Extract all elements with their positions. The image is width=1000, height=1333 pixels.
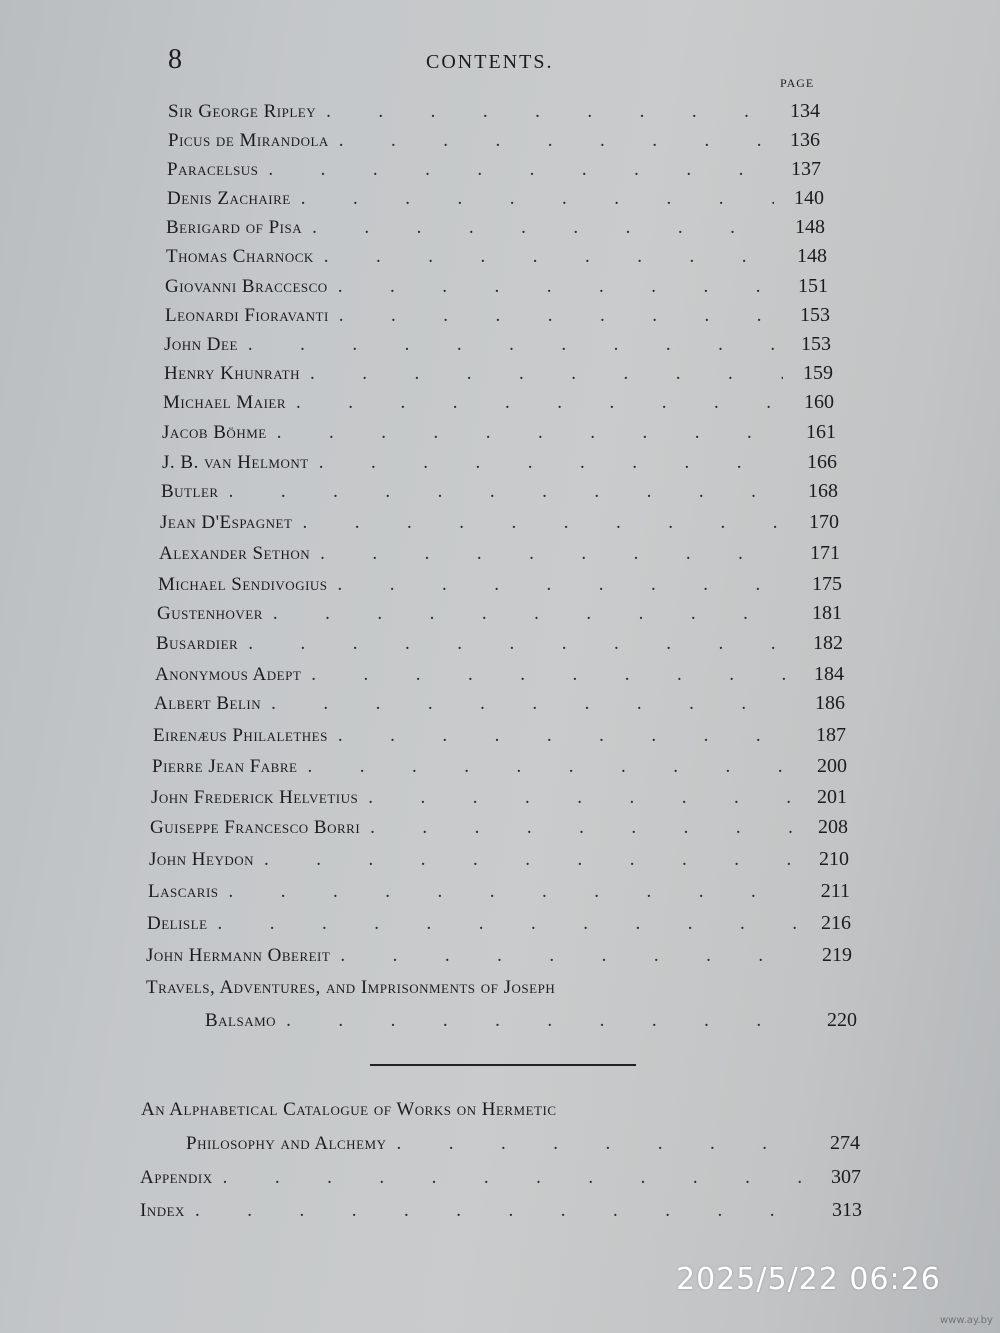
dot-leader [338,725,796,747]
toc-entry-page: 307 [831,1166,861,1188]
dot-leader [326,101,770,123]
toc-entry [162,451,837,481]
toc-entry [157,602,842,632]
toc-entry [159,542,840,572]
dot-leader [264,849,799,871]
toc-entry-page: 137 [791,158,821,180]
toc-entry-page: 140 [794,187,824,209]
toc-entry [186,1132,860,1162]
toc-entry [148,880,850,910]
toc-entry [165,304,830,334]
dot-leader [368,787,797,809]
toc-entry [149,848,849,878]
dot-leader [319,452,787,474]
toc-entry [168,100,820,130]
toc-entry [155,663,844,693]
toc-entry [158,573,842,603]
toc-entry-title: Berigard of Pisa [166,217,303,238]
toc-entry-title-line1: Travels, Adventures, and Imprisonments of Joseph [146,977,556,998]
toc-entry [162,421,836,451]
toc-entry-page: 168 [808,480,838,502]
dot-leader [338,276,778,298]
toc-entry-page: 184 [814,663,844,685]
dot-leader [307,756,797,778]
toc-entry-title: Pierre Jean Fabre [152,756,298,777]
toc-entry-page: 211 [820,880,850,902]
toc-entry [156,632,843,662]
toc-entry-page: 187 [816,724,846,746]
dot-leader [223,1167,811,1189]
toc-entry-page: 148 [795,216,825,238]
toc-entry-title: Albert Belin [154,693,262,714]
toc-entry [165,275,828,305]
toc-entry [152,755,847,785]
toc-entry-title: John Heydon [149,849,255,870]
toc-entry [160,511,839,541]
toc-entry-title: Balsamo [205,1010,277,1031]
toc-entry-page: 274 [830,1132,860,1154]
toc-entry-title: Index [140,1200,185,1221]
toc-entry [140,1166,861,1196]
toc-entry-title: Lascaris [148,881,219,902]
toc-entry [147,912,851,942]
toc-entry [168,129,820,159]
dot-leader [340,945,802,967]
toc-entry-title: Denis Zachaire [167,188,291,209]
dot-leader [302,512,789,534]
toc-entry-page: 175 [812,573,842,595]
dot-leader [311,664,794,686]
toc-entry-title: John Dee [164,334,238,355]
toc-entry-page: 170 [809,511,839,533]
toc-entry-page: 220 [827,1009,857,1031]
toc-entry-page: 151 [798,275,828,297]
toc-entry-title: Butler [161,481,219,502]
toc-entry-page: 153 [800,304,830,326]
toc-entry-title: Gustenhover [157,603,263,624]
dot-leader [396,1133,810,1155]
toc-entry-title: John Hermann Obereit [146,945,331,966]
toc-entry-page: 182 [813,632,843,654]
toc-entry-title: Paracelsus [167,159,259,180]
dot-leader [286,1010,807,1032]
toc-entry-title: Anonymous Adept [155,664,302,685]
dot-leader [301,188,774,210]
toc-entry-title: John Frederick Helvetius [151,787,359,808]
toc-entry-page: 153 [801,333,831,355]
photo-timestamp: 2025/5/22 06:26 [676,1262,941,1297]
toc-entry-title: Leonardi Fioravanti [165,305,329,326]
watermark: www.ay.by [940,1315,993,1326]
section-divider [370,1064,636,1066]
dot-leader [268,159,771,181]
dot-leader [339,130,770,152]
dot-leader [277,422,786,444]
toc-entry [164,362,833,392]
toc-entry-title: Michael Maier [163,392,287,413]
toc-entry [167,187,824,217]
toc-entry-page: 161 [806,421,836,443]
page-column-label: PAGE [780,76,815,90]
dot-leader [218,913,801,935]
dot-leader [339,305,780,327]
dot-leader [195,1200,812,1222]
toc-entry-page: 136 [790,129,820,151]
toc-entry-page: 171 [810,542,840,564]
toc-entry-page: 219 [822,944,852,966]
toc-entry-title: Giovanni Braccesco [165,276,328,297]
toc-entry [140,1199,862,1229]
toc-entry-page: 201 [817,786,847,808]
dot-leader [338,574,792,596]
page-number: 8 [168,44,182,75]
toc-entry-page: 166 [807,451,837,473]
toc-entry-page: 181 [812,602,842,624]
dot-leader [320,543,790,565]
dot-leader [324,246,777,268]
toc-entry-title: Michael Sendivogius [158,574,328,595]
toc-entry-page: 134 [790,100,820,122]
toc-entry-title: Jacob Böhme [162,422,267,443]
toc-entry [167,158,821,188]
toc-entry-title: Jean D'Espagnet [160,512,293,533]
dot-leader [229,881,800,903]
toc-entry [146,944,852,974]
toc-entry-page: 208 [818,816,848,838]
toc-entry-title: Sir George Ripley [168,101,317,122]
toc-entry [166,245,827,275]
toc-entry-page: 200 [817,755,847,777]
toc-entry [151,786,847,816]
dot-leader [296,392,784,414]
toc-entry [161,480,838,510]
toc-entry-title: Appendix [140,1167,213,1188]
toc-entry-title: Guiseppe Francesco Borri [150,817,361,838]
toc-entry-page: 160 [804,391,834,413]
page-title: CONTENTS. [426,51,554,73]
toc-entry [164,333,831,363]
toc-entry-title: Philosophy and Alchemy [186,1133,387,1154]
toc-entry-title: Picus de Mirandola [168,130,329,151]
toc-entry [154,692,845,722]
toc-entry [205,1009,857,1039]
toc-entry-title: Alexander Sethon [159,543,311,564]
dot-leader [248,334,781,356]
toc-entry [166,216,825,246]
toc-entry-title: Henry Khunrath [164,363,300,384]
toc-entry-page: 210 [819,848,849,870]
toc-entry-page: 148 [797,245,827,267]
toc-entry-title: Thomas Charnock [166,246,314,267]
toc-entry-page: 313 [832,1199,862,1221]
dot-leader [310,363,783,385]
dot-leader [271,693,795,715]
dot-leader [248,633,793,655]
dot-leader [229,481,788,503]
dot-leader [370,817,798,839]
toc-entry [150,816,848,846]
toc-entry-page: 186 [815,692,845,714]
toc-entry [163,391,834,421]
toc-entry-title-line1: An Alphabetical Catalogue of Works on Hermetic [141,1099,557,1120]
toc-entry-page: 216 [821,912,851,934]
toc-entry-title: Eirenæus Philalethes [153,725,328,746]
toc-entry [153,724,846,754]
toc-entry-title: Delisle [147,913,208,934]
toc-entry-title: Busardier [156,633,239,654]
dot-leader [273,603,792,625]
dot-leader [312,217,775,239]
toc-entry-title: J. B. van Helmont [162,452,309,473]
toc-entry-page: 159 [803,362,833,384]
